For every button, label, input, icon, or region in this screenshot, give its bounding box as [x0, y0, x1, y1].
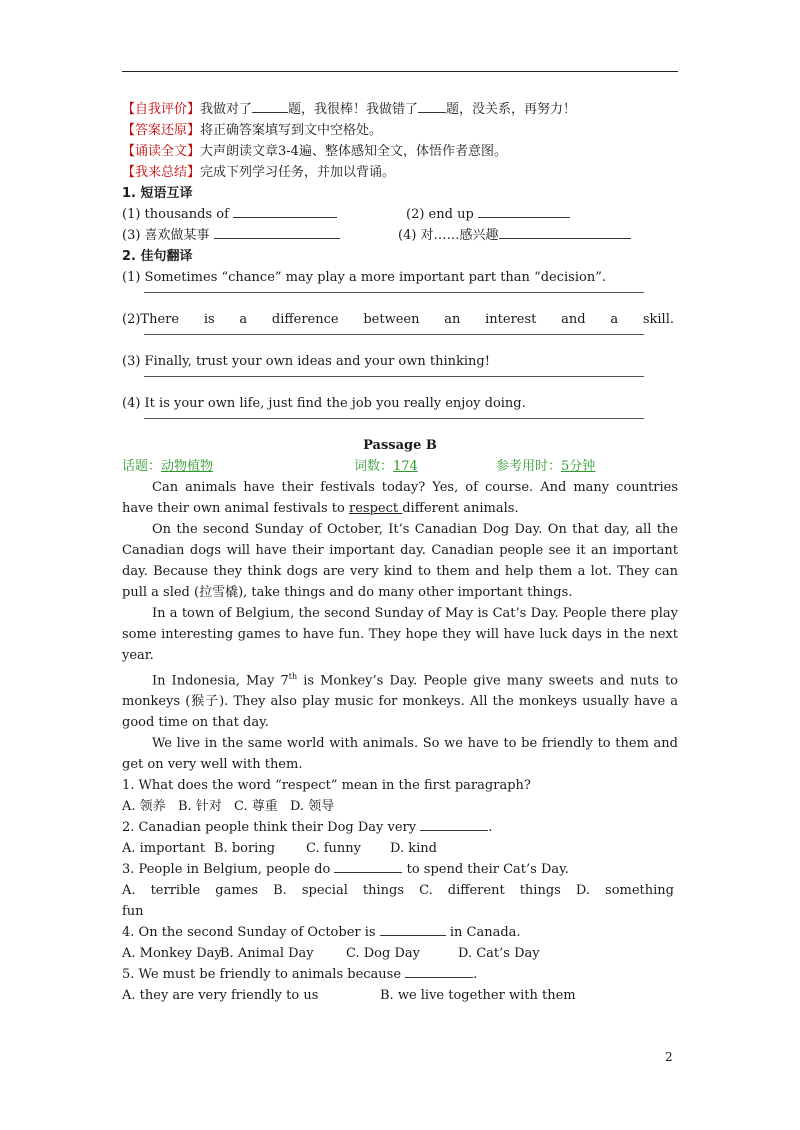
wrong-count-blank[interactable]: [418, 99, 446, 113]
ordinal-suffix: th: [288, 672, 298, 681]
option-a[interactable]: A. important: [122, 841, 206, 857]
read-tag: 【诵读全文】: [122, 144, 201, 159]
answer-line-wrap: [122, 330, 678, 351]
read-aloud-line: [122, 141, 678, 162]
passage-paragraph-3: In a town of Belgium, the second Sunday of May is Cat’s Day. People there play some interesting games to have fun. They hope they will have luck days in the next year.: [122, 606, 678, 663]
sentence-item: (4) It is your own life, just find the job you really enjoy doing.: [122, 396, 526, 411]
words-label: 词数：: [354, 459, 394, 474]
question-2-options: [122, 838, 678, 859]
question-4: [122, 922, 678, 943]
self-eval-text-b: 题，我很棒！我做错了: [288, 102, 419, 117]
worksheet-content: [122, 99, 678, 1006]
passage-paragraph-2: On the second Sunday of October, It’s Canadian Dog Day. On that day, all the Canadian dogs will have their important day. Canadian people see it an important day. Because they think dogs are very kind to them and help them a lot. They can pull a sled (拉雪橇), take things and do many other important things.: [122, 522, 678, 600]
passage-paragraph-5: We live in the same world with animals. So we have to be friendly to them and get on very well with them.: [122, 736, 678, 773]
passage-paragraph-1: [122, 477, 678, 519]
correct-count-blank[interactable]: [252, 99, 288, 113]
topic-label: 话题：: [122, 459, 162, 474]
q4-text-b: in Canada.: [445, 925, 521, 941]
q3-text-b: to spend their Cat’s Day.: [402, 862, 569, 878]
option-a[interactable]: A. Monkey Day: [122, 946, 222, 962]
option-b[interactable]: B. boring: [214, 841, 276, 857]
option-b[interactable]: B. Animal Day: [220, 946, 314, 962]
answer-line-wrap: [122, 414, 678, 435]
question-3: [122, 859, 678, 880]
sentence-item: (3) Finally, trust your own ideas and your own thinking!: [122, 354, 490, 369]
option-d[interactable]: D. 领导: [290, 799, 335, 815]
summary-text: 完成下列学习任务，并加以背诵。: [200, 165, 396, 180]
self-eval-tag: 【自我评价】: [122, 102, 201, 117]
answer-line[interactable]: [144, 376, 644, 377]
option-c[interactable]: C. funny: [306, 841, 362, 857]
phrase-blank[interactable]: [214, 225, 340, 239]
words-value: 174: [393, 459, 418, 474]
sentence-item: (2)There is a difference between an interest and a skill.: [122, 312, 674, 327]
q2-text-a: 2. Canadian people think their Dog Day very: [122, 820, 421, 836]
p4-text-b: is Monkey’s Day. People give many sweets and nuts to monkeys (猴子). They also play music for monkeys. All the monkeys usually have a good time on that day.: [122, 673, 678, 731]
q4-text-a: 4. On the second Sunday of October is: [122, 925, 380, 941]
option-b[interactable]: B. 针对: [178, 799, 222, 815]
phrases-heading: 1. 短语互译: [122, 186, 193, 201]
page-number: 2: [665, 1050, 673, 1064]
phrase-row-2: [122, 225, 678, 246]
q5-text-a: 5. We must be friendly to animals because: [122, 967, 406, 983]
topic-value: 动物植物: [161, 459, 214, 474]
summary-line: [122, 162, 678, 183]
header-rule: [122, 71, 678, 72]
phrase-blank[interactable]: [499, 225, 631, 239]
phrase-blank[interactable]: [233, 204, 337, 218]
p1-text-b: different animals.: [402, 501, 519, 516]
p1-text-a: Can animals have their festivals today? Yes, of course. And many countries have their own animal festivals to: [122, 480, 678, 516]
option-c[interactable]: C. 尊重: [234, 799, 278, 815]
time-value: 5分钟: [561, 459, 596, 474]
option-d[interactable]: D. kind: [390, 841, 437, 857]
question-2: [122, 817, 678, 838]
question-5: [122, 964, 678, 985]
answer-line[interactable]: [144, 334, 644, 335]
self-eval-text-c: 题，没关系，再努力！: [446, 102, 577, 117]
sentences-heading: 2. 佳句翻译: [122, 249, 193, 264]
passage-paragraph-4: [122, 666, 678, 733]
answer-line-wrap: [122, 288, 678, 309]
question-3-options: [122, 880, 674, 901]
answer-restore-line: [122, 120, 678, 141]
q4-blank[interactable]: [380, 922, 446, 936]
option-d[interactable]: D. something: [575, 883, 674, 899]
phrase-item: (3) 喜欢做某事: [122, 228, 210, 243]
self-eval-line: [122, 99, 678, 120]
question-1: 1. What does the word “respect” mean in the first paragraph?: [122, 778, 531, 794]
q3-blank[interactable]: [334, 859, 402, 873]
answer-line[interactable]: [144, 292, 644, 293]
phrase-item: (4) 对……感兴趣: [398, 228, 499, 243]
option-a[interactable]: A. 领养: [122, 799, 166, 815]
option-b[interactable]: B. special things: [273, 883, 405, 899]
passage-meta: [122, 456, 678, 477]
summary-tag: 【我来总结】: [122, 165, 201, 180]
q5-blank[interactable]: [405, 964, 473, 978]
question-4-options: [122, 943, 678, 964]
option-c[interactable]: C. different things: [419, 883, 561, 899]
option-d-continued: fun: [122, 904, 144, 920]
option-c[interactable]: C. Dog Day: [346, 946, 420, 962]
answer-line-wrap: [122, 372, 678, 393]
phrase-row-1: [122, 204, 678, 225]
sentence-item: (1) Sometimes “chance” may play a more important part than “decision”.: [122, 270, 606, 285]
self-eval-text-a: 我做对了: [200, 102, 253, 117]
answer-line[interactable]: [144, 418, 644, 419]
passage-title: Passage B: [363, 438, 437, 453]
q5-text-b: .: [473, 967, 478, 983]
phrase-item: (2) end up: [406, 207, 474, 222]
respect-word: respect: [349, 501, 403, 516]
option-b[interactable]: B. we live together with them: [380, 988, 576, 1004]
option-d[interactable]: D. Cat’s Day: [458, 946, 540, 962]
phrase-blank[interactable]: [478, 204, 570, 218]
option-a[interactable]: A. terrible games: [122, 883, 259, 899]
p4-text-a: In Indonesia, May 7: [152, 673, 289, 689]
q2-text-b: .: [488, 820, 493, 836]
question-5-options: [122, 985, 678, 1006]
answer-tag: 【答案还原】: [122, 123, 201, 138]
phrase-item: (1) thousands of: [122, 207, 229, 222]
question-1-options: [122, 796, 678, 817]
time-label: 参考用时：: [496, 459, 562, 474]
answer-text: 将正确答案填写到文中空格处。: [200, 123, 383, 138]
q3-text-a: 3. People in Belgium, people do: [122, 862, 335, 878]
read-text: 大声朗读文章3-4遍、整体感知全文，体悟作者意图。: [200, 144, 507, 159]
option-a[interactable]: A. they are very friendly to us: [122, 988, 319, 1004]
q2-blank[interactable]: [420, 817, 488, 831]
